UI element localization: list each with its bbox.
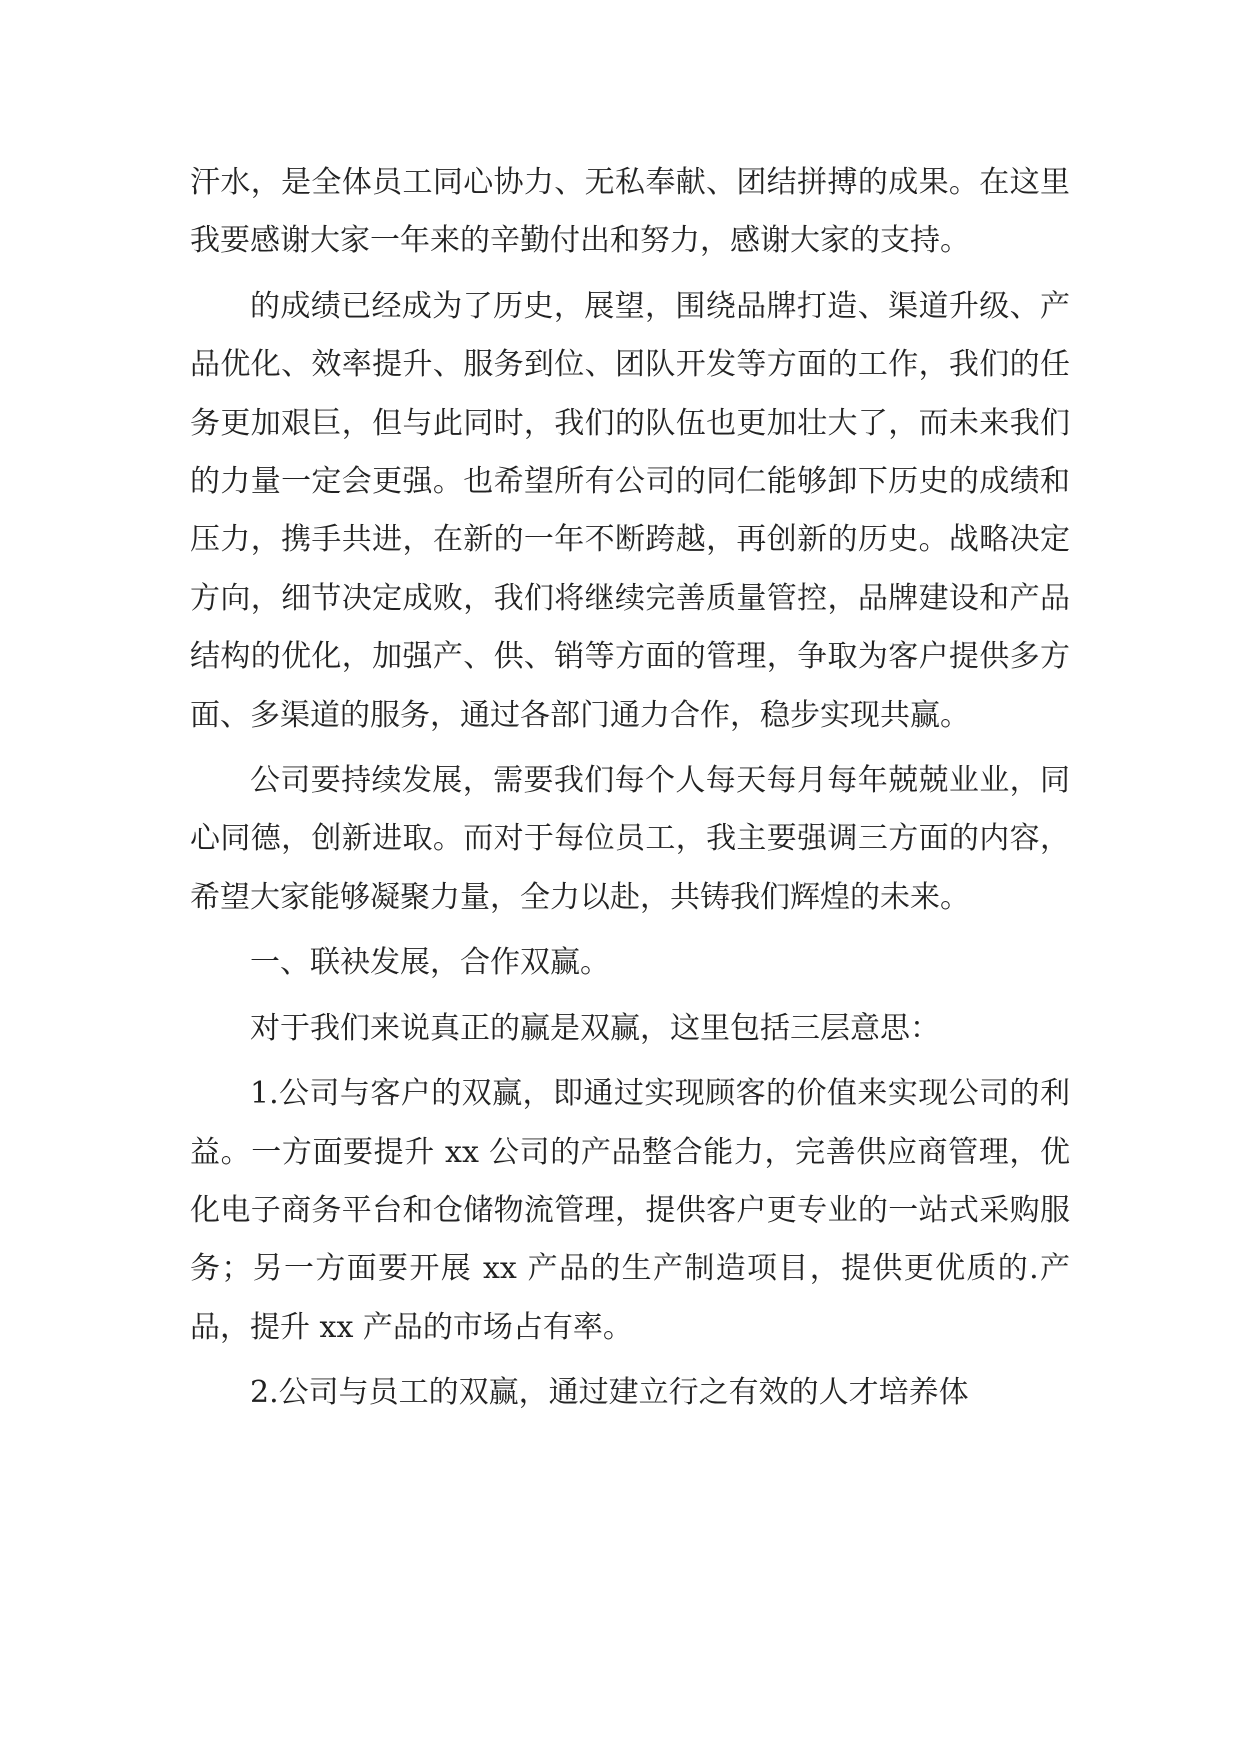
- paragraph-1: 汗水，是全体员工同心协力、无私奉献、团结拼搏的成果。在这里我要感谢大家一年来的辛勤付出和努力，感谢大家的支持。: [190, 165, 1070, 259]
- document-body: [190, 154, 1070, 1423]
- list-item-1: 1.公司与客户的双赢，即通过实现顾客的价值来实现公司的利益。一方面要提升 xx 公司的产品整合能力，完善供应商管理，优化电子商务平台和仓储物流管理，提供客户更专业的一站式采购服务；另一方面要开展 xx 产品的生产制造项目，提供更优质的.产品，提升 xx 产品的市场占有率。: [190, 1076, 1070, 1345]
- paragraph-4: 对于我们来说真正的赢是双赢，这里包括三层意思：: [250, 1010, 940, 1046]
- paragraph-3: 公司要持续发展，需要我们每个人每天每月每年兢兢业业，同心同德，创新进取。而对于每位员工，我主要强调三方面的内容，希望大家能够凝聚力量，全力以赴，共铸我们辉煌的未来。: [190, 763, 1070, 915]
- list-item-2: 2.公司与员工的双赢，通过建立行之有效的人才培养体: [250, 1375, 969, 1411]
- section-heading: 一、联袂发展，合作双赢。: [250, 945, 610, 981]
- paragraph-2: 的成绩已经成为了历史，展望，围绕品牌打造、渠道升级、产品优化、效率提升、服务到位、团队开发等方面的工作，我们的任务更加艰巨，但与此同时，我们的队伍也更加壮大了，而未来我们的力量一定会更强。也希望所有公司的同仁能够卸下历史的成绩和压力，携手共进，在新的一年不断跨越，再创新的历史。战略决定方向，细节决定成败，我们将继续完善质量管控，品牌建设和产品结构的优化，加强产、供、销等方面的管理，争取为客户提供多方面、多渠道的服务，通过各部门通力合作，稳步实现共赢。: [190, 288, 1070, 733]
